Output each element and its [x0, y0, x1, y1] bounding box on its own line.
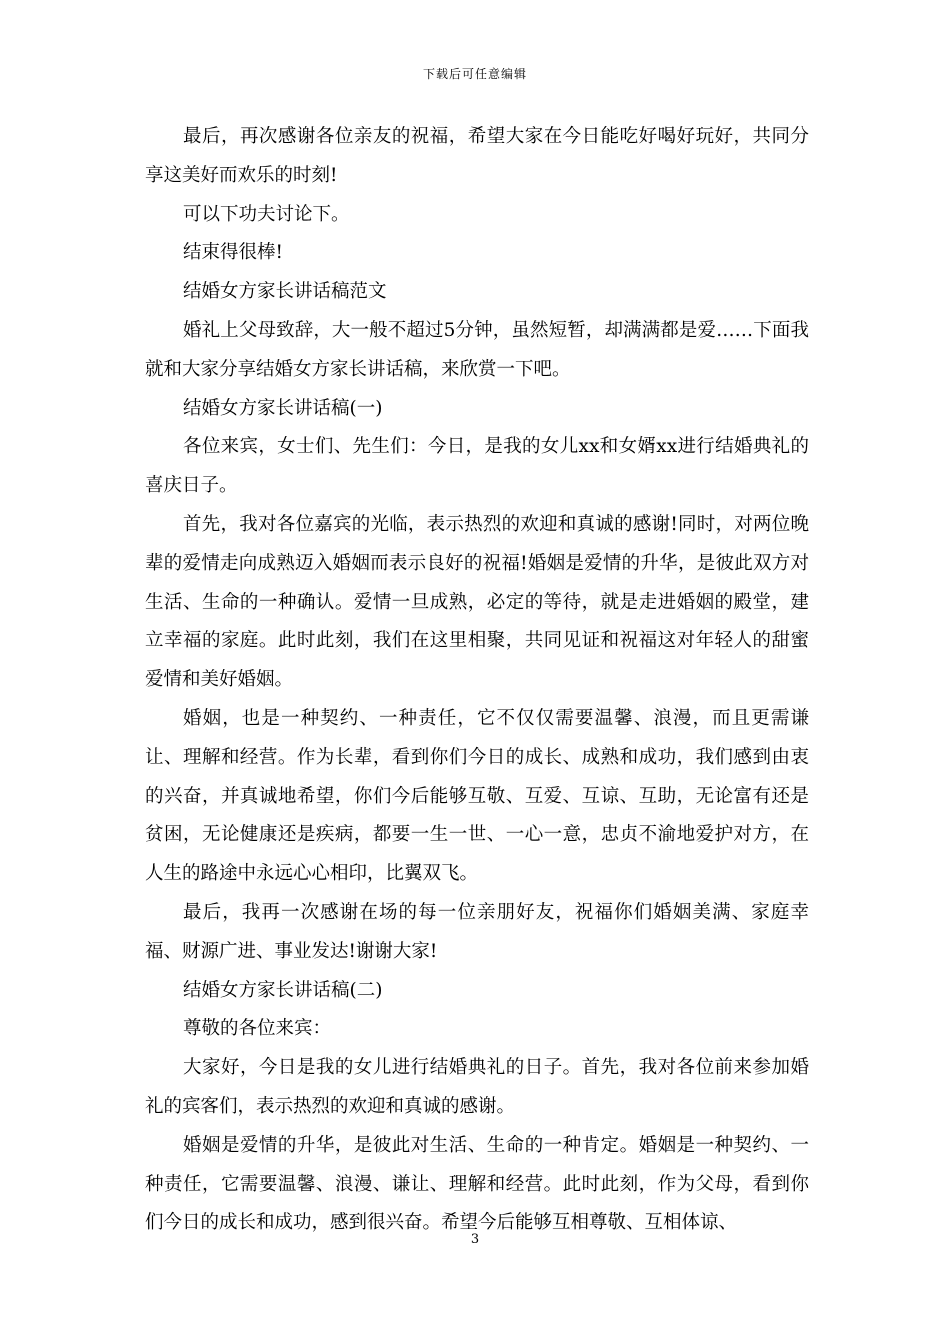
paragraph-closing-one: 最后，我再一次感谢在场的每一位亲朋好友，祝福你们婚姻美满、家庭幸福、财源广进、事业发达!谢谢大家! — [145, 901, 809, 962]
paragraph-closing-thanks: 最后，再次感谢各位亲友的祝福，希望大家在今日能吃好喝好玩好，共同分享这美好而欢乐的时刻! — [145, 126, 809, 186]
page-header: 下载后可任意编辑 — [422, 67, 527, 81]
paragraph-welcome-two: 大家好，今日是我的女儿进行结婚典礼的日子。首先，我对各位前来参加婚礼的宾客们，表示热烈的欢迎和真诚的感谢。 — [145, 1057, 809, 1117]
section-heading-sample: 结婚女方家长讲话稿范文 — [183, 281, 387, 303]
paragraph-comment-ending: 结束得很棒! — [183, 242, 283, 264]
document-body — [145, 118, 809, 1243]
section-heading-speech-one: 结婚女方家长讲话稿(一) — [183, 397, 383, 419]
paragraph-greeting-one: 各位来宾，女士们、先生们：今日，是我的女儿xx和女婿xx进行结婚典礼的喜庆日子。 — [145, 436, 809, 497]
paragraph-marriage-one: 婚姻，也是一种契约、一种责任，它不仅仅需要温馨、浪漫，而且更需谦让、理解和经营。作为长辈，看到你们今日的成长、成熟和成功，我们感到由衷的兴奋，并真诚地希望，你们今后能够互敬、互爱、互谅、互助，无论富有还是贫困，无论健康还是疾病，都要一生一世、一心一意，忠贞不渝地爱护对方，在人生的路途中永远心心相印，比翼双飞。 — [145, 707, 809, 885]
paragraph-intro: 婚礼上父母致辞，大一般不超过5分钟，虽然短暂，却满满都是爱……下面我就和大家分享结婚女方家长讲话稿，来欣赏一下吧。 — [145, 319, 809, 380]
paragraph-comment-discuss: 可以下功夫讨论下。 — [183, 203, 350, 225]
paragraph-marriage-two: 婚姻是爱情的升华，是彼此对生活、生命的一种肯定。婚姻是一种契约、一种责任，它需要温馨、浪漫、谦让、理解和经营。此时此刻，作为父母，看到你们今日的成长和成功，感到很兴奋。希望今后能够互相尊敬、互相体谅、 — [145, 1134, 809, 1234]
paragraph-salutation-two: 尊敬的各位来宾： — [183, 1018, 332, 1040]
section-heading-speech-two: 结婚女方家长讲话稿(二) — [183, 979, 383, 1001]
page-number: 3 — [470, 1232, 480, 1247]
paragraph-welcome-one: 首先，我对各位嘉宾的光临，表示热烈的欢迎和真诚的感谢!同时，对两位晚辈的爱情走向成熟迈入婚姻而表示良好的祝福!婚姻是爱情的升华，是彼此双方对生活、生命的一种确认。爱情一旦成熟，必定的等待，就是走进婚姻的殿堂，建立幸福的家庭。此时此刻，我们在这里相聚，共同见证和祝福这对年轻人的甜蜜爱情和美好婚姻。 — [145, 513, 809, 691]
